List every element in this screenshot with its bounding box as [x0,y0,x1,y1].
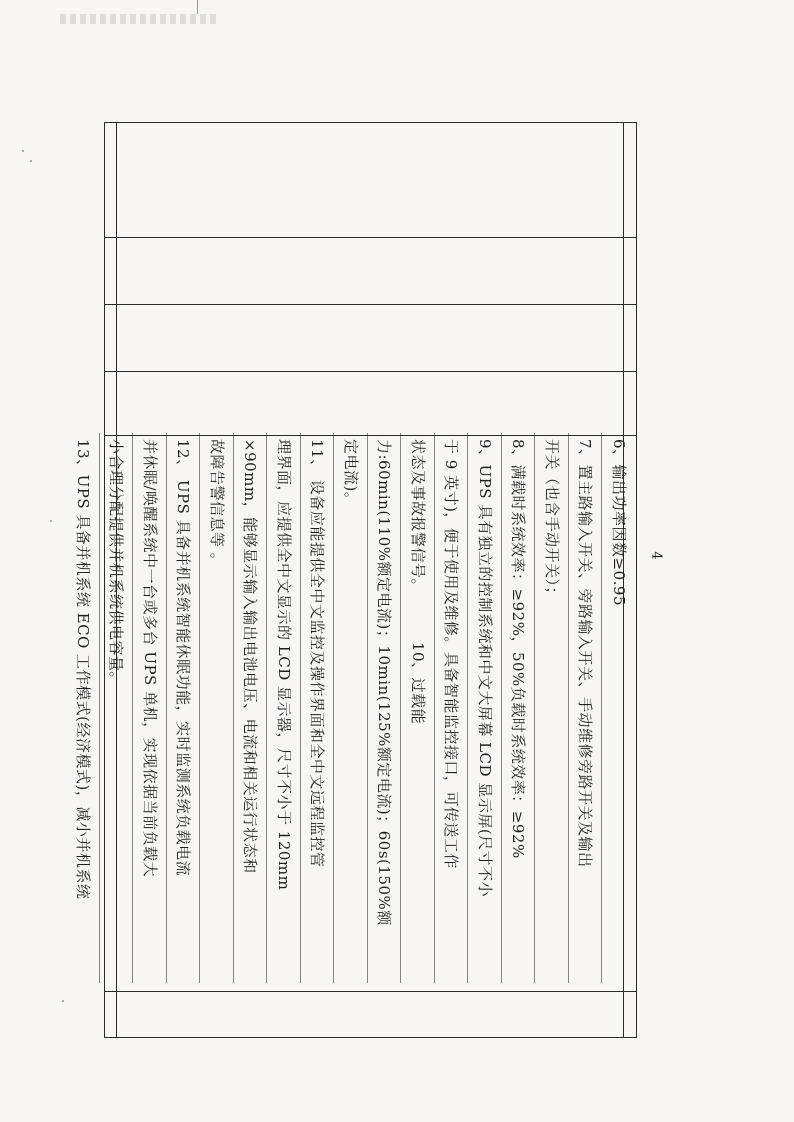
spec-line: 并休眠/唤醒系统中一台或多台 UPS 单机，实现依据当前负载大 [133,433,167,983]
spec-line: 于 9 英寸)，便于使用及维修。具备智能监控接口，可传送工作 [434,433,468,983]
spec-line: 13、UPS 具备并机系统 ECO 工作模式(经济模式)，减小并机系统 [74,439,92,900]
page-number: 4 [648,551,664,560]
spec-line: 7、置主路输入开关、旁路输入开关、手动维修旁路开关及输出 [568,433,602,983]
spec-line: 力:60min(110%额定电流)；10min(125%额定电流)；60s(150%额 [367,433,401,983]
spec-line: 理界面，应提供全中文显示的 LCD 显示器，尺寸不小于 120mm [267,433,301,983]
table-row-divider [105,371,636,372]
table-row-divider [105,237,636,238]
spec-line: 12、 UPS 具备并机系统智能休眠功能，实时监测系统负载电流 [166,433,200,983]
table-row-divider [105,991,636,992]
spec-line: 故障告警信息等 。 [200,433,234,983]
table-row-divider [105,304,636,305]
scan-speck [62,1000,64,1002]
spec-line: 11、 设备应能提供全中文监控及操作界面和全中文远程监控管 [300,433,334,983]
scan-speck [22,150,24,152]
spec-line: 8、满载时系统效率：≥92%，50%负载时系统效率：≥92% [501,433,535,983]
spec-line: 小合理分配提供并机系统供电容量。 [99,433,133,983]
scan-speck [30,160,32,162]
spec-line-tail: 10、过载能 [409,642,427,725]
spec-line: 9、UPS 具有独立的控制系统和中文大屏幕 LCD 显示屏(尺寸不小 [468,433,502,983]
spec-line: 6、输出功率因数≥0.95 [602,433,636,983]
spec-text-rotated [74,433,635,983]
spec-line: ×90mm，能够显示输入输出电池电压、电流和相关运行状态和 [233,433,267,983]
scan-speck [50,520,52,522]
spec-line: 定电流)。 [334,433,368,983]
spec-line: 开关（也含手动开关）； [535,433,569,983]
spec-text-cell [74,433,635,983]
scan-artifact [197,0,198,14]
spec-line: 状态及事故报警信号。10、过载能 [401,433,435,983]
scan-artifact [60,14,220,24]
